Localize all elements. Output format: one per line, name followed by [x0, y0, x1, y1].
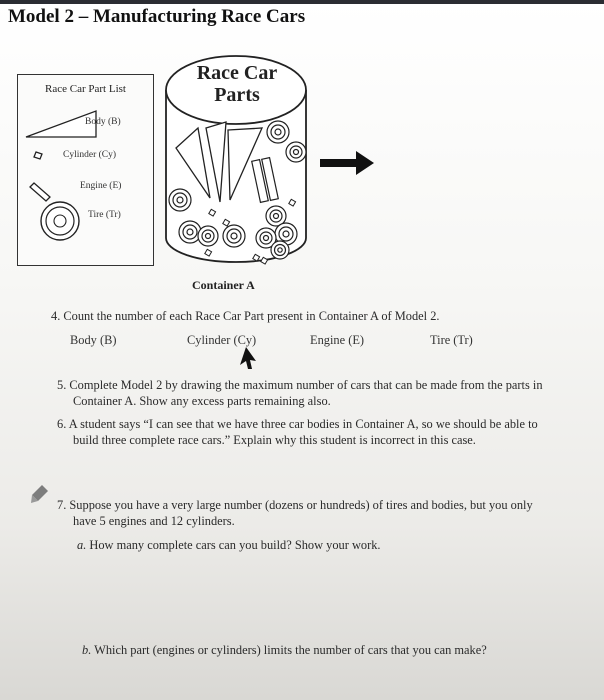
cylinder-icon	[34, 152, 42, 159]
question-7-number: 7.	[57, 498, 67, 512]
pencil-icon	[30, 483, 52, 505]
container-title-line2: Parts	[214, 84, 260, 106]
question-4-text: Count the number of each Race Car Part present in Container A of Model 2.	[63, 309, 440, 323]
q4-column-engine: Engine (E)	[310, 333, 365, 347]
question-7b-text: Which part (engines or cylinders) limits the number of cars that you can make?	[94, 643, 487, 657]
question-5-number: 5.	[57, 378, 67, 392]
container-tire-part	[223, 225, 245, 247]
question-7b	[82, 642, 582, 658]
model-title: Model 2 – Manufacturing Race Cars	[8, 6, 306, 27]
q4-column-tire: Tire (Tr)	[430, 333, 473, 347]
question-7b-letter: b.	[82, 643, 92, 657]
question-6-line2: build three complete race cars.” Explain why this student is incorrect in this case.	[73, 433, 476, 447]
question-6-number: 6.	[57, 417, 67, 431]
container-title	[178, 62, 296, 106]
part-label-cylinder: Cylinder (Cy)	[63, 150, 117, 160]
question-4	[51, 308, 551, 324]
container-tire-part	[286, 142, 306, 162]
container-a-label: Container A	[192, 278, 255, 292]
question-5	[57, 377, 587, 409]
part-label-tire: Tire (Tr)	[88, 210, 121, 220]
question-5-line2: Container A. Show any excess parts remaining also.	[73, 394, 331, 408]
q4-column-body: Body (B)	[70, 333, 117, 347]
question-7a-text: How many complete cars can you build? Show your work.	[89, 538, 381, 552]
part-label-engine: Engine (E)	[80, 181, 122, 191]
question-6	[57, 416, 587, 448]
part-list-box	[17, 74, 154, 266]
container-tire-part	[169, 189, 191, 211]
tire-icon	[41, 202, 79, 240]
question-5-line1: Complete Model 2 by drawing the maximum number of cars that can be made from the parts in	[69, 378, 543, 392]
engine-icon	[30, 183, 50, 201]
container-tire-part	[267, 121, 289, 143]
part-list-icons	[18, 75, 153, 265]
container-tire-part	[271, 241, 289, 259]
container-tire-part	[179, 221, 201, 243]
question-7a	[77, 537, 577, 553]
q4-column-cylinder: Cylinder (Cy)	[187, 333, 257, 347]
question-7-line2: have 5 engines and 12 cylinders.	[73, 514, 235, 528]
part-list-title: Race Car Part List	[45, 83, 126, 95]
question-7a-letter: a.	[77, 538, 87, 552]
question-4-number: 4.	[51, 309, 61, 323]
right-arrow-icon	[318, 148, 378, 178]
mouse-pointer-icon	[238, 345, 258, 371]
question-7-line1: Suppose you have a very large number (dozens or hundreds) of tires and bodies, but you only	[69, 498, 533, 512]
question-6-line1: A student says “I can see that we have three car bodies in Container A, so we should be able to	[68, 417, 538, 431]
top-edge-bar	[0, 0, 604, 4]
container-tire-part	[198, 226, 218, 246]
container-title-line1: Race Car	[196, 62, 278, 84]
question-7	[57, 497, 587, 529]
part-label-body: Body (B)	[85, 117, 121, 127]
